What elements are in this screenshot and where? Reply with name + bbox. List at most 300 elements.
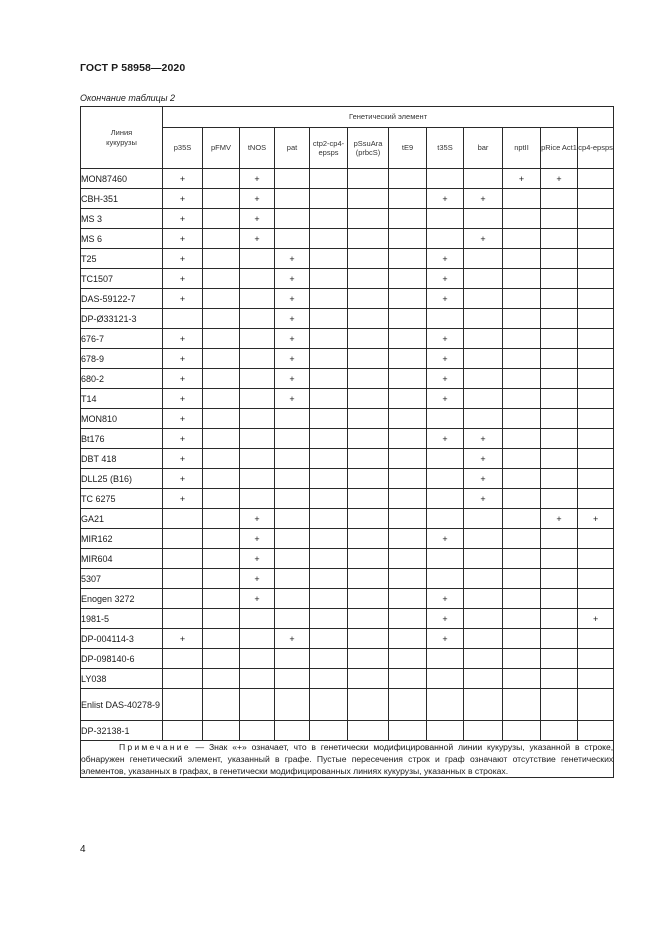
element-cell (578, 189, 614, 209)
element-cell (389, 429, 427, 449)
element-cell: + (240, 189, 275, 209)
element-cell: + (163, 489, 203, 509)
element-cell (427, 549, 464, 569)
element-cell (578, 669, 614, 689)
element-cell (578, 489, 614, 509)
element-cell: + (240, 589, 275, 609)
element-cell: + (464, 449, 503, 469)
element-cell (464, 369, 503, 389)
element-cell (310, 509, 348, 529)
element-cell (578, 249, 614, 269)
element-cell (427, 669, 464, 689)
element-cell (464, 589, 503, 609)
element-cell (348, 549, 389, 569)
element-cell (348, 209, 389, 229)
element-cell: + (163, 329, 203, 349)
element-cell: + (240, 229, 275, 249)
element-cell (389, 289, 427, 309)
element-cell (203, 629, 240, 649)
element-cell (275, 669, 310, 689)
table-row (81, 469, 614, 489)
element-cell: + (427, 329, 464, 349)
element-cell (203, 429, 240, 449)
element-cell (578, 649, 614, 669)
element-cell: + (427, 189, 464, 209)
element-cell (578, 329, 614, 349)
element-cell (275, 609, 310, 629)
element-cell (541, 249, 578, 269)
line-name-cell: 680-2 (81, 369, 163, 389)
element-cell (427, 721, 464, 741)
table-row (81, 209, 614, 229)
element-cell (348, 409, 389, 429)
element-cell (240, 389, 275, 409)
element-cell (427, 209, 464, 229)
table-row (81, 669, 614, 689)
element-cell (464, 669, 503, 689)
element-cell (541, 649, 578, 669)
element-cell (503, 349, 541, 369)
element-cell (541, 449, 578, 469)
element-cell (310, 649, 348, 669)
element-cell (163, 721, 203, 741)
element-cell (348, 329, 389, 349)
element-cell (389, 409, 427, 429)
element-cell (464, 409, 503, 429)
element-cell (389, 449, 427, 469)
element-cell (578, 269, 614, 289)
element-cell (310, 669, 348, 689)
element-cell (348, 569, 389, 589)
element-cell (578, 349, 614, 369)
element-cell (310, 249, 348, 269)
column-header: tE9 (389, 128, 427, 169)
element-cell (240, 249, 275, 269)
table-row (81, 349, 614, 369)
table-row (81, 389, 614, 409)
line-name-cell: DLL25 (B16) (81, 469, 163, 489)
column-header: bar (464, 128, 503, 169)
element-cell: + (427, 629, 464, 649)
element-cell (503, 209, 541, 229)
element-cell (348, 469, 389, 489)
element-cell (275, 649, 310, 669)
element-cell (348, 229, 389, 249)
element-cell (310, 369, 348, 389)
element-cell (240, 409, 275, 429)
element-cell (503, 469, 541, 489)
element-cell (275, 409, 310, 429)
element-cell (240, 309, 275, 329)
element-cell (503, 509, 541, 529)
element-cell (427, 569, 464, 589)
element-cell (310, 309, 348, 329)
page-number: 4 (80, 844, 86, 855)
element-cell (541, 689, 578, 721)
element-cell (464, 209, 503, 229)
element-cell (240, 689, 275, 721)
element-cell: + (427, 269, 464, 289)
element-cell (503, 589, 541, 609)
element-cell: + (427, 249, 464, 269)
element-cell (310, 589, 348, 609)
element-cell (203, 329, 240, 349)
element-cell: + (163, 409, 203, 429)
element-cell (310, 569, 348, 589)
table-row (81, 449, 614, 469)
element-cell (203, 169, 240, 189)
element-cell (503, 721, 541, 741)
element-cell (503, 189, 541, 209)
element-cell (203, 689, 240, 721)
element-cell (578, 409, 614, 429)
element-cell (578, 309, 614, 329)
element-cell (578, 289, 614, 309)
element-cell (389, 269, 427, 289)
element-cell (310, 469, 348, 489)
element-cell (203, 289, 240, 309)
line-name-cell: MON810 (81, 409, 163, 429)
element-cell (578, 469, 614, 489)
element-cell (389, 169, 427, 189)
element-cell (389, 721, 427, 741)
element-cell: + (240, 209, 275, 229)
element-cell (275, 529, 310, 549)
line-name-cell: TC 6275 (81, 489, 163, 509)
element-cell (464, 629, 503, 649)
element-cell: + (240, 549, 275, 569)
element-cell: + (503, 169, 541, 189)
element-cell (310, 229, 348, 249)
element-cell (389, 249, 427, 269)
element-cell: + (163, 349, 203, 369)
table-row (81, 169, 614, 189)
element-cell (427, 689, 464, 721)
element-cell (541, 589, 578, 609)
element-cell (240, 349, 275, 369)
element-cell (348, 609, 389, 629)
element-cell (389, 689, 427, 721)
element-cell (427, 169, 464, 189)
element-cell (275, 489, 310, 509)
element-cell (348, 269, 389, 289)
line-name-cell: 1981-5 (81, 609, 163, 629)
element-cell (503, 649, 541, 669)
element-cell (275, 449, 310, 469)
element-cell (389, 209, 427, 229)
element-cell: + (427, 589, 464, 609)
element-cell (541, 489, 578, 509)
element-cell (310, 209, 348, 229)
element-cell: + (464, 429, 503, 449)
element-cell (389, 509, 427, 529)
element-cell (203, 609, 240, 629)
line-name-cell: MIR162 (81, 529, 163, 549)
column-header: t35S (427, 128, 464, 169)
element-cell (203, 589, 240, 609)
element-cell (541, 469, 578, 489)
table-row (81, 369, 614, 389)
element-cell (240, 289, 275, 309)
element-cell (464, 389, 503, 409)
column-header: pFMV (203, 128, 240, 169)
table-row (81, 689, 614, 721)
element-cell: + (275, 389, 310, 409)
element-cell (464, 649, 503, 669)
column-header: cp4-epsps (578, 128, 614, 169)
element-cell (348, 389, 389, 409)
element-cell: + (275, 369, 310, 389)
line-name-cell: MS 6 (81, 229, 163, 249)
line-name-cell: MON87460 (81, 169, 163, 189)
element-cell (203, 189, 240, 209)
element-cell (240, 629, 275, 649)
note-label: Примечание (119, 742, 191, 752)
element-cell (427, 309, 464, 329)
element-cell (163, 529, 203, 549)
element-cell (578, 589, 614, 609)
element-cell (541, 349, 578, 369)
element-cell (310, 349, 348, 369)
element-cell (578, 389, 614, 409)
element-cell (203, 369, 240, 389)
element-cell (348, 349, 389, 369)
element-cell (464, 549, 503, 569)
element-cell: + (464, 469, 503, 489)
element-cell (348, 721, 389, 741)
element-cell (503, 569, 541, 589)
element-cell (203, 649, 240, 669)
line-name-cell: DP-004114-3 (81, 629, 163, 649)
line-name-cell: 678-9 (81, 349, 163, 369)
element-cell (541, 609, 578, 629)
element-cell (389, 549, 427, 569)
element-cell (163, 689, 203, 721)
element-cell (275, 721, 310, 741)
element-cell (503, 549, 541, 569)
element-cell (163, 609, 203, 629)
element-cell (503, 389, 541, 409)
element-cell (203, 669, 240, 689)
element-cell: + (427, 609, 464, 629)
element-cell (348, 669, 389, 689)
element-cell: + (163, 629, 203, 649)
element-cell (541, 409, 578, 429)
element-cell (275, 689, 310, 721)
element-cell (389, 389, 427, 409)
element-cell (163, 569, 203, 589)
element-cell (348, 369, 389, 389)
table-row (81, 589, 614, 609)
table-row (81, 489, 614, 509)
element-cell (503, 289, 541, 309)
element-cell (503, 309, 541, 329)
element-cell (310, 449, 348, 469)
element-cell (578, 229, 614, 249)
element-cell: + (464, 489, 503, 509)
table-row (81, 309, 614, 329)
element-cell (464, 289, 503, 309)
element-cell (464, 529, 503, 549)
element-cell (389, 629, 427, 649)
line-name-cell: CBH-351 (81, 189, 163, 209)
element-cell (240, 649, 275, 669)
table-row (81, 329, 614, 349)
element-cell (310, 289, 348, 309)
element-cell: + (275, 309, 310, 329)
table-row (81, 629, 614, 649)
element-cell (203, 469, 240, 489)
element-cell (464, 689, 503, 721)
table-row (81, 569, 614, 589)
element-cell: + (427, 369, 464, 389)
element-cell (348, 249, 389, 269)
element-cell (578, 629, 614, 649)
line-name-cell: DP-32138-1 (81, 721, 163, 741)
element-cell (427, 409, 464, 429)
element-cell (503, 409, 541, 429)
element-cell (240, 369, 275, 389)
element-cell (541, 549, 578, 569)
element-cell (240, 269, 275, 289)
element-cell (503, 449, 541, 469)
element-cell (427, 649, 464, 669)
element-cell: + (275, 329, 310, 349)
column-header: tNOS (240, 128, 275, 169)
element-cell (203, 449, 240, 469)
line-name-cell: GA21 (81, 509, 163, 529)
element-cell: + (163, 169, 203, 189)
element-cell (389, 529, 427, 549)
element-cell: + (163, 429, 203, 449)
element-cell (541, 309, 578, 329)
element-cell: + (427, 389, 464, 409)
element-cell: + (275, 269, 310, 289)
element-cell (541, 569, 578, 589)
note-text: — Знак «+» означает, что в генетически модифицированной линии кукурузы, указанной в строке, обнаружен генетический элемент, указанный в графе. Пустые пересечения строк и граф означают отсутствие генетических элементов, указанных в графах, в генетически модифицированных линиях кукурузы, указанных в строках. (81, 742, 614, 776)
element-cell (203, 409, 240, 429)
element-cell (275, 549, 310, 569)
table-row (81, 429, 614, 449)
element-cell: + (578, 609, 614, 629)
element-cell (240, 449, 275, 469)
element-cell (541, 389, 578, 409)
element-cell (348, 169, 389, 189)
group-header: Генетический элемент (163, 107, 614, 128)
element-cell (240, 429, 275, 449)
line-name-cell: TC1507 (81, 269, 163, 289)
element-cell (389, 589, 427, 609)
element-cell (310, 429, 348, 449)
element-cell (389, 349, 427, 369)
column-header: pRice Act1 (541, 128, 578, 169)
element-cell: + (163, 449, 203, 469)
element-cell (310, 721, 348, 741)
column-header: nptII (503, 128, 541, 169)
element-cell (541, 189, 578, 209)
element-cell: + (275, 349, 310, 369)
element-cell: + (163, 289, 203, 309)
element-cell: + (541, 169, 578, 189)
element-cell: + (427, 429, 464, 449)
element-cell (348, 589, 389, 609)
line-name-cell: DAS-59122-7 (81, 289, 163, 309)
element-cell (310, 549, 348, 569)
element-cell (275, 569, 310, 589)
element-cell (503, 529, 541, 549)
row-header (81, 107, 163, 169)
element-cell (203, 509, 240, 529)
element-cell: + (240, 509, 275, 529)
element-cell (163, 509, 203, 529)
line-name-cell: T25 (81, 249, 163, 269)
element-cell: + (163, 469, 203, 489)
element-cell (310, 329, 348, 349)
element-cell (203, 389, 240, 409)
line-name-cell: 5307 (81, 569, 163, 589)
line-name-cell: LY038 (81, 669, 163, 689)
element-cell (464, 169, 503, 189)
element-cell (348, 529, 389, 549)
line-name-cell: DP-098140-6 (81, 649, 163, 669)
element-cell (240, 609, 275, 629)
element-cell (427, 229, 464, 249)
element-cell (203, 349, 240, 369)
element-cell: + (541, 509, 578, 529)
element-cell (163, 589, 203, 609)
element-cell (389, 469, 427, 489)
element-cell (578, 429, 614, 449)
element-cell: + (464, 189, 503, 209)
table-caption: Окончание таблицы 2 (80, 93, 175, 103)
element-cell (310, 629, 348, 649)
element-cell (578, 209, 614, 229)
element-cell: + (163, 269, 203, 289)
element-cell (541, 721, 578, 741)
element-cell: + (163, 249, 203, 269)
element-cell (578, 529, 614, 549)
element-cell (427, 489, 464, 509)
element-cell (275, 189, 310, 209)
element-cell (578, 549, 614, 569)
document-title: ГОСТ Р 58958—2020 (80, 62, 186, 74)
element-cell (464, 269, 503, 289)
element-cell (275, 589, 310, 609)
element-cell (240, 489, 275, 509)
column-header: pat (275, 128, 310, 169)
element-cell (203, 489, 240, 509)
element-cell (389, 569, 427, 589)
element-cell (348, 629, 389, 649)
element-cell: + (240, 569, 275, 589)
element-cell (310, 609, 348, 629)
element-cell (275, 209, 310, 229)
element-cell (203, 269, 240, 289)
element-cell (389, 669, 427, 689)
element-cell: + (464, 229, 503, 249)
element-cell (240, 469, 275, 489)
table-row (81, 721, 614, 741)
element-cell (503, 329, 541, 349)
element-cell (163, 309, 203, 329)
element-cell (541, 669, 578, 689)
element-cell (503, 369, 541, 389)
element-cell (310, 169, 348, 189)
genetic-elements-table (80, 106, 614, 778)
table-row (81, 189, 614, 209)
element-cell (541, 329, 578, 349)
element-cell (310, 409, 348, 429)
